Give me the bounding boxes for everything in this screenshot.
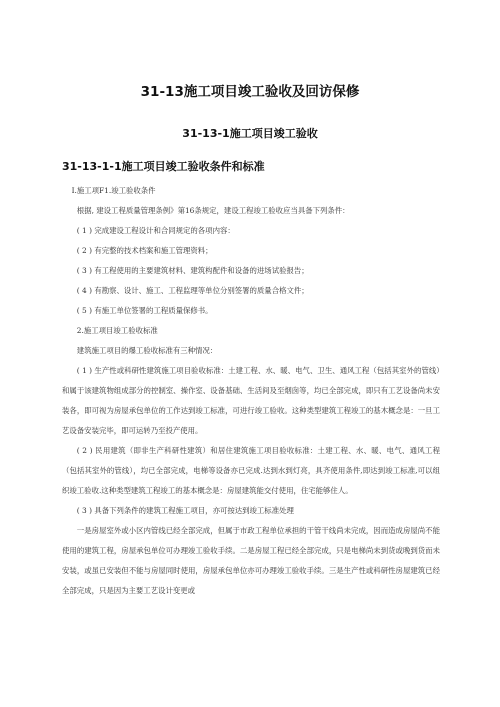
paragraph: ( 1 ) 生产性或科研性建筑施工项目验收标准：土建工程、水、暖、电气、卫生、通风工程（包括其室外的管线）和属于该建筑物组成部分的控制室、操作室、设备基础、生活间及至烟囱等，均已全部完成，即只有工艺设备尚未安装各，即可视为房屋承包单位的工作达到竣工标准，可进行竣工验收。这种类型建筑工程竣工的基木概念是：一旦工艺设备安装完毕，即可运转乃至投产使用。 bbox=[62, 366, 440, 435]
document-title: 31-13施工项目竣工验收及回访保修 bbox=[140, 84, 360, 100]
paragraph-heading-1: I.施工项F1.竣工验收条件 bbox=[71, 186, 156, 195]
list-item: ( 1 ) 完成建设工程设计和合同规定的各项内容： bbox=[76, 226, 235, 235]
paragraph: ( 2 ) 民用建筑（即非生产科研性建筑）和居住建筑施工项目验收标准：土建工程、水、暖、电气、通风工程（包括其室外的管线），均已全部完成，电梯等设备亦已完成.达到水到灯亮，具齐使用条件,即达到竣工标准,可以组织竣工验收.这种类型建筑工程竣工的基本概念是：房屋建筑能交付使用，住宅能够住人。 bbox=[62, 446, 440, 495]
paragraph-heading-2: 2.施工项目竣工验收标准 bbox=[76, 326, 158, 335]
paragraph: 一是房屋室外或小区内管线已经全部完成，但属于市政工程单位承担的干管干线尚未完成，因而造成房屋尚不能使用的建筑工程，房屋承包单位可办理竣工验收手续。二是房屋工程已经全部完成，只是电梯尚未到货或晚到货而未安装，或虽已安装但不能与房屋同时使用，房屋承包单位亦可办理竣工验收手续。三是生产性或科研性房屋建筑已经全部完成，只是因为主要工艺设计变更或 bbox=[62, 526, 440, 595]
list-item: ( 4 ) 有勘察、设计、施工、工程监理等单位分别签署的质量合格文件； bbox=[76, 286, 309, 295]
subsection-title: 31-13-1-1施工项目竣工验收条件和标准 bbox=[62, 160, 265, 173]
list-item: ( 3 ) 有工程使用的主要建筑材料、建筑构配件和设备的进场试验报告； bbox=[76, 266, 309, 275]
document-body bbox=[62, 181, 440, 601]
paragraph: 建筑施工项目的爆工验收标准有三种情况： bbox=[76, 346, 218, 355]
section-title: 31-13-1施工项目竣工验收 bbox=[182, 127, 318, 140]
paragraph: ( 3 ) 具备下列条件的建筑工程施工项目，亦可按达到竣工标准处理 bbox=[76, 506, 294, 515]
list-item: ( 2 ) 有完整的技术档案和施工管理资料； bbox=[76, 246, 213, 255]
paragraph: 根据, 建设工程质量管理条例》第16条规定，建设工程竣工验收应当具备下列条件： bbox=[76, 206, 350, 215]
list-item: ( 5 ) 有施工单位签署的工程质量保修书。 bbox=[76, 306, 213, 315]
